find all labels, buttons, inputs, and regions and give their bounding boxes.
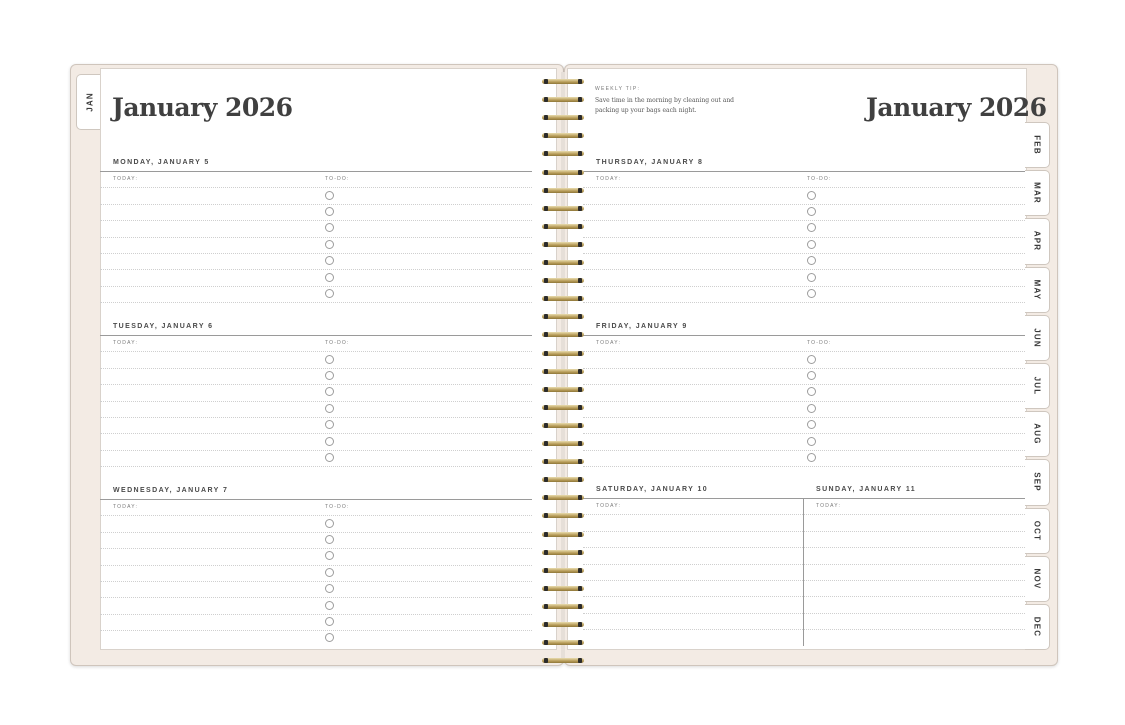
write-line bbox=[100, 614, 532, 615]
punch-hole bbox=[544, 423, 548, 428]
punch-hole bbox=[544, 97, 548, 102]
write-line bbox=[803, 514, 1025, 515]
tab-apr[interactable] bbox=[1025, 218, 1050, 264]
day-label: MONDAY, JANUARY 5 bbox=[113, 159, 210, 166]
page-title-right: January 2026 bbox=[866, 93, 1047, 122]
punch-hole bbox=[578, 260, 582, 265]
write-line bbox=[583, 466, 1025, 467]
spiral-coil bbox=[540, 440, 586, 448]
spiral-coil bbox=[540, 621, 586, 629]
todo-checkbox[interactable] bbox=[325, 453, 334, 462]
today-label: TODAY: bbox=[113, 504, 139, 510]
spiral-coil bbox=[540, 567, 586, 575]
punch-hole bbox=[578, 477, 582, 482]
punch-hole bbox=[578, 242, 582, 247]
write-line bbox=[583, 547, 803, 548]
write-line bbox=[803, 613, 1025, 614]
write-line bbox=[100, 253, 532, 254]
todo-checkbox[interactable] bbox=[325, 617, 334, 626]
write-line bbox=[100, 237, 532, 238]
todo-checkbox[interactable] bbox=[325, 535, 334, 544]
tab-sep-label: SEP bbox=[1032, 472, 1042, 493]
tab-sep[interactable] bbox=[1025, 459, 1050, 505]
spiral-coil bbox=[540, 404, 586, 412]
punch-hole bbox=[544, 133, 548, 138]
punch-hole bbox=[544, 640, 548, 645]
tab-oct-label: OCT bbox=[1032, 520, 1042, 541]
day-label: TUESDAY, JANUARY 6 bbox=[113, 323, 214, 330]
write-line bbox=[583, 187, 1025, 188]
punch-hole bbox=[578, 133, 582, 138]
punch-hole bbox=[544, 115, 548, 120]
todo-checkbox[interactable] bbox=[325, 240, 334, 249]
punch-hole bbox=[544, 260, 548, 265]
spiral-coil bbox=[540, 657, 586, 665]
spiral-coil bbox=[540, 187, 586, 195]
todo-checkbox[interactable] bbox=[325, 601, 334, 610]
todo-checkbox[interactable] bbox=[325, 568, 334, 577]
write-line bbox=[100, 220, 532, 221]
spiral-coil bbox=[540, 494, 586, 502]
write-line bbox=[100, 597, 532, 598]
day-top-rule bbox=[100, 499, 532, 500]
spiral-coil bbox=[540, 259, 586, 267]
day-top-rule bbox=[583, 171, 1025, 172]
tab-jun-label: JUN bbox=[1032, 328, 1042, 348]
punch-hole bbox=[544, 387, 548, 392]
punch-hole bbox=[544, 170, 548, 175]
day-top-rule bbox=[100, 335, 532, 336]
day-top-rule bbox=[803, 498, 1025, 499]
todo-checkbox[interactable] bbox=[807, 273, 816, 282]
todo-label: TO-DO: bbox=[325, 340, 350, 346]
punch-hole bbox=[578, 513, 582, 518]
write-line bbox=[583, 351, 1025, 352]
write-line bbox=[100, 204, 532, 205]
punch-hole bbox=[544, 206, 548, 211]
todo-checkbox[interactable] bbox=[325, 289, 334, 298]
write-line bbox=[583, 368, 1025, 369]
punch-hole bbox=[578, 495, 582, 500]
write-line bbox=[100, 417, 532, 418]
day-top-rule bbox=[100, 171, 532, 172]
todo-checkbox[interactable] bbox=[325, 273, 334, 282]
todo-checkbox[interactable] bbox=[807, 453, 816, 462]
todo-label: TO-DO: bbox=[325, 176, 350, 182]
write-line bbox=[100, 286, 532, 287]
write-line bbox=[803, 531, 1025, 532]
today-label: TODAY: bbox=[113, 340, 139, 346]
write-line bbox=[583, 220, 1025, 221]
write-line bbox=[583, 384, 1025, 385]
write-line bbox=[100, 515, 532, 516]
write-line bbox=[100, 450, 532, 451]
tab-aug-label: AUG bbox=[1032, 423, 1042, 445]
spiral-coil bbox=[540, 78, 586, 86]
write-line bbox=[100, 368, 532, 369]
punch-hole bbox=[544, 351, 548, 356]
todo-checkbox[interactable] bbox=[807, 207, 816, 216]
tab-feb[interactable] bbox=[1025, 122, 1050, 168]
day-label: FRIDAY, JANUARY 9 bbox=[596, 323, 688, 330]
punch-hole bbox=[578, 97, 582, 102]
punch-hole bbox=[578, 604, 582, 609]
tab-jan-label: JAN bbox=[85, 92, 94, 112]
punch-hole bbox=[544, 188, 548, 193]
tab-jun[interactable] bbox=[1025, 315, 1050, 361]
write-line bbox=[100, 269, 532, 270]
punch-hole bbox=[544, 568, 548, 573]
tab-apr-label: APR bbox=[1032, 231, 1042, 252]
spiral-coil bbox=[540, 386, 586, 394]
punch-hole bbox=[544, 224, 548, 229]
punch-hole bbox=[578, 532, 582, 537]
spiral-coil bbox=[540, 277, 586, 285]
todo-label: TO-DO: bbox=[807, 176, 832, 182]
write-line bbox=[100, 351, 532, 352]
weekly-tip-heading: WEEKLY TIP: bbox=[595, 86, 641, 92]
today-label: TODAY: bbox=[596, 176, 622, 182]
write-line bbox=[100, 466, 532, 467]
punch-hole bbox=[578, 351, 582, 356]
write-line bbox=[100, 532, 532, 533]
punch-hole bbox=[578, 224, 582, 229]
spiral-coil bbox=[540, 313, 586, 321]
punch-hole bbox=[578, 387, 582, 392]
tab-may[interactable] bbox=[1025, 267, 1050, 313]
punch-hole bbox=[544, 242, 548, 247]
punch-hole bbox=[544, 369, 548, 374]
punch-hole bbox=[578, 640, 582, 645]
tab-may-label: MAY bbox=[1032, 279, 1042, 301]
write-line bbox=[100, 302, 532, 303]
spiral-coil bbox=[540, 531, 586, 539]
tab-nov-label: NOV bbox=[1032, 568, 1042, 590]
spiral-coil bbox=[540, 96, 586, 104]
write-line bbox=[583, 204, 1025, 205]
write-line bbox=[583, 302, 1025, 303]
punch-hole bbox=[578, 170, 582, 175]
tab-nov[interactable] bbox=[1025, 556, 1050, 602]
write-line bbox=[583, 417, 1025, 418]
punch-hole bbox=[544, 477, 548, 482]
write-line bbox=[583, 596, 803, 597]
tab-jul[interactable] bbox=[1025, 363, 1050, 409]
weekend-divider bbox=[803, 498, 804, 646]
write-line bbox=[583, 580, 803, 581]
tab-aug[interactable] bbox=[1025, 411, 1050, 457]
day-top-rule bbox=[583, 335, 1025, 336]
spiral-coil bbox=[540, 476, 586, 484]
spiral-coil bbox=[540, 512, 586, 520]
spiral-coil bbox=[540, 241, 586, 249]
day-label: SATURDAY, JANUARY 10 bbox=[596, 486, 709, 493]
punch-hole bbox=[578, 658, 582, 663]
write-line bbox=[583, 286, 1025, 287]
write-line bbox=[100, 581, 532, 582]
day-top-rule bbox=[583, 498, 803, 499]
write-line bbox=[100, 630, 532, 631]
write-line bbox=[803, 580, 1025, 581]
write-line bbox=[583, 514, 803, 515]
punch-hole bbox=[544, 513, 548, 518]
day-label: SUNDAY, JANUARY 11 bbox=[816, 486, 917, 493]
punch-hole bbox=[544, 314, 548, 319]
spiral-coil bbox=[540, 422, 586, 430]
punch-hole bbox=[578, 206, 582, 211]
spiral-coil bbox=[540, 350, 586, 358]
punch-hole bbox=[578, 423, 582, 428]
punch-hole bbox=[544, 658, 548, 663]
todo-checkbox[interactable] bbox=[325, 404, 334, 413]
weekly-tip-text: Save time in the morning by cleaning out and packing up your bags each night. bbox=[595, 97, 735, 114]
todo-checkbox[interactable] bbox=[807, 240, 816, 249]
tab-mar[interactable] bbox=[1025, 170, 1050, 216]
spiral-coil bbox=[540, 331, 586, 339]
punch-hole bbox=[544, 332, 548, 337]
spiral-coil bbox=[540, 295, 586, 303]
punch-hole bbox=[544, 278, 548, 283]
write-line bbox=[583, 237, 1025, 238]
punch-hole bbox=[578, 332, 582, 337]
spiral-coil bbox=[540, 205, 586, 213]
punch-hole bbox=[578, 79, 582, 84]
day-label: WEDNESDAY, JANUARY 7 bbox=[113, 487, 229, 494]
punch-hole bbox=[544, 405, 548, 410]
tab-feb-label: FEB bbox=[1032, 135, 1042, 155]
todo-checkbox[interactable] bbox=[325, 207, 334, 216]
punch-hole bbox=[544, 622, 548, 627]
tab-mar-label: MAR bbox=[1032, 182, 1042, 205]
punch-hole bbox=[578, 441, 582, 446]
punch-hole bbox=[544, 604, 548, 609]
tab-dec[interactable] bbox=[1025, 604, 1050, 650]
spiral-coil bbox=[540, 169, 586, 177]
today-label: TODAY: bbox=[596, 340, 622, 346]
todo-checkbox[interactable] bbox=[807, 371, 816, 380]
punch-hole bbox=[578, 151, 582, 156]
write-line bbox=[803, 564, 1025, 565]
punch-hole bbox=[544, 550, 548, 555]
todo-label: TO-DO: bbox=[325, 504, 350, 510]
todo-checkbox[interactable] bbox=[807, 404, 816, 413]
write-line bbox=[583, 433, 1025, 434]
punch-hole bbox=[544, 459, 548, 464]
todo-label: TO-DO: bbox=[807, 340, 832, 346]
write-line bbox=[803, 547, 1025, 548]
spiral-coil bbox=[540, 223, 586, 231]
todo-checkbox[interactable] bbox=[807, 191, 816, 200]
spiral-coil bbox=[540, 549, 586, 557]
punch-hole bbox=[578, 550, 582, 555]
punch-hole bbox=[544, 441, 548, 446]
punch-hole bbox=[544, 532, 548, 537]
punch-hole bbox=[578, 369, 582, 374]
todo-checkbox[interactable] bbox=[807, 289, 816, 298]
punch-hole bbox=[578, 622, 582, 627]
today-label: TODAY: bbox=[816, 503, 842, 509]
punch-hole bbox=[578, 459, 582, 464]
spiral-coil bbox=[540, 132, 586, 140]
todo-checkbox[interactable] bbox=[325, 355, 334, 364]
today-label: TODAY: bbox=[113, 176, 139, 182]
tab-jan[interactable] bbox=[76, 74, 102, 130]
punch-hole bbox=[544, 296, 548, 301]
write-line bbox=[803, 629, 1025, 630]
todo-checkbox[interactable] bbox=[325, 519, 334, 528]
page-title-left: January 2026 bbox=[112, 93, 293, 122]
tab-dec-label: DEC bbox=[1032, 616, 1042, 638]
write-line bbox=[583, 531, 803, 532]
write-line bbox=[583, 629, 803, 630]
punch-hole bbox=[578, 586, 582, 591]
write-line bbox=[583, 269, 1025, 270]
write-line bbox=[583, 613, 803, 614]
todo-checkbox[interactable] bbox=[807, 355, 816, 364]
punch-hole bbox=[544, 151, 548, 156]
spiral-coil bbox=[540, 114, 586, 122]
punch-hole bbox=[578, 188, 582, 193]
write-line bbox=[100, 433, 532, 434]
spiral-coil bbox=[540, 150, 586, 158]
punch-hole bbox=[544, 586, 548, 591]
todo-checkbox[interactable] bbox=[807, 437, 816, 446]
tab-jul-label: JUL bbox=[1032, 376, 1042, 396]
write-line bbox=[583, 564, 803, 565]
punch-hole bbox=[578, 296, 582, 301]
punch-hole bbox=[544, 79, 548, 84]
write-line bbox=[100, 384, 532, 385]
punch-hole bbox=[544, 495, 548, 500]
spiral-coil bbox=[540, 603, 586, 611]
day-label: THURSDAY, JANUARY 8 bbox=[596, 159, 704, 166]
write-line bbox=[100, 401, 532, 402]
todo-checkbox[interactable] bbox=[325, 437, 334, 446]
write-line bbox=[100, 187, 532, 188]
spiral-coil bbox=[540, 458, 586, 466]
punch-hole bbox=[578, 115, 582, 120]
spiral-coil bbox=[540, 368, 586, 376]
todo-checkbox[interactable] bbox=[325, 371, 334, 380]
write-line bbox=[583, 253, 1025, 254]
spiral-coil bbox=[540, 585, 586, 593]
punch-hole bbox=[578, 278, 582, 283]
punch-hole bbox=[578, 405, 582, 410]
write-line bbox=[583, 450, 1025, 451]
write-line bbox=[100, 565, 532, 566]
today-label: TODAY: bbox=[596, 503, 622, 509]
spiral-coil bbox=[540, 639, 586, 647]
punch-hole bbox=[578, 314, 582, 319]
tab-oct[interactable] bbox=[1025, 508, 1050, 554]
write-line bbox=[803, 596, 1025, 597]
write-line bbox=[583, 401, 1025, 402]
todo-checkbox[interactable] bbox=[325, 191, 334, 200]
write-line bbox=[100, 548, 532, 549]
punch-hole bbox=[578, 568, 582, 573]
